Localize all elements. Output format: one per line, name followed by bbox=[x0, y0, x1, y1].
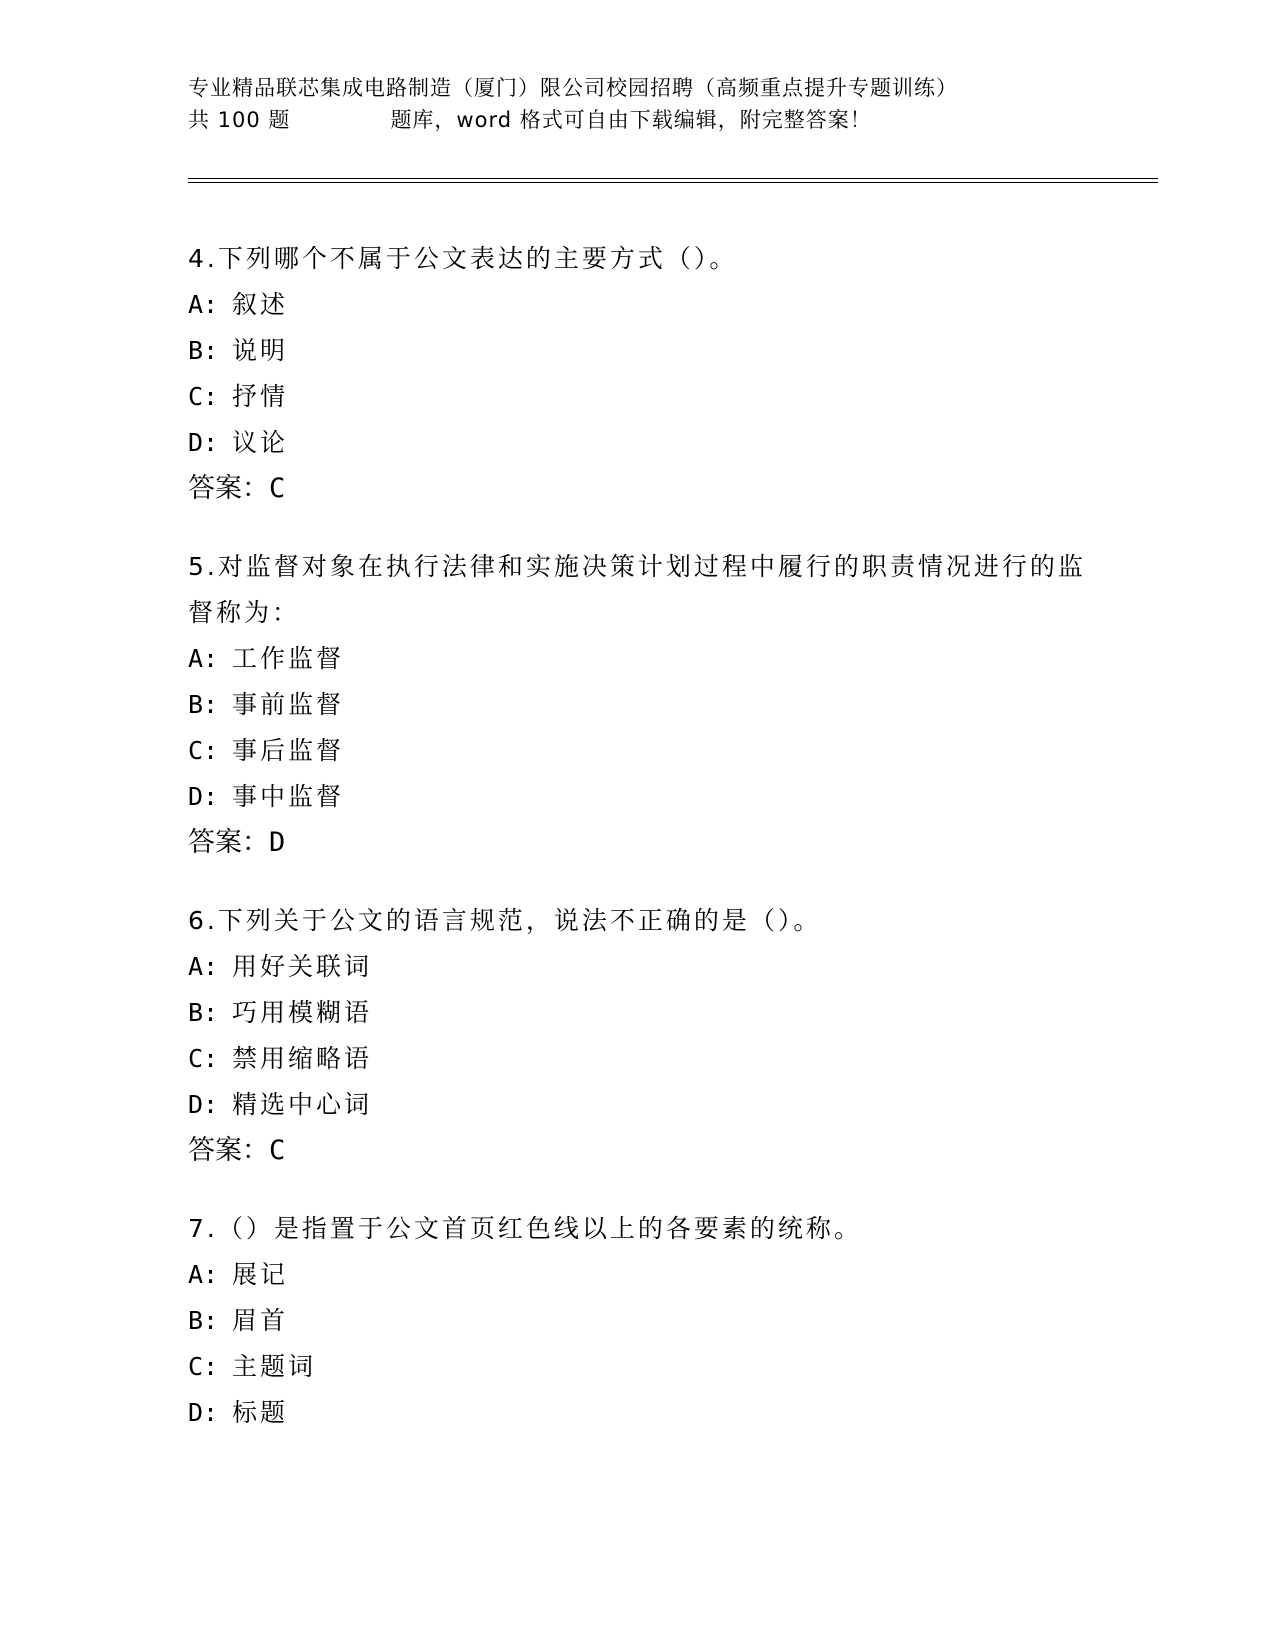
answer-label: 答案： bbox=[188, 473, 269, 504]
option-letter: A: bbox=[188, 1260, 219, 1289]
option-letter: B: bbox=[188, 336, 219, 365]
option-letter: D: bbox=[188, 1090, 219, 1119]
header-title-line: 专业精品联芯集成电路制造（厦门）限公司校园招聘（高频重点提升专题训练） bbox=[188, 76, 958, 100]
option-c bbox=[188, 1036, 1088, 1082]
answer-value: C bbox=[269, 473, 286, 504]
option-b bbox=[188, 1298, 1088, 1344]
option-letter: A: bbox=[188, 644, 219, 673]
option-a bbox=[188, 282, 1088, 328]
option-b bbox=[188, 328, 1088, 374]
option-letter: C: bbox=[188, 1352, 219, 1381]
option-text: 叙述 bbox=[232, 290, 289, 319]
option-c bbox=[188, 374, 1088, 420]
option-text: 禁用缩略语 bbox=[232, 1044, 373, 1073]
option-letter: A: bbox=[188, 952, 219, 981]
option-text: 抒情 bbox=[232, 382, 289, 411]
document-header bbox=[188, 72, 1148, 136]
option-text: 工作监督 bbox=[232, 644, 345, 673]
option-text: 标题 bbox=[232, 1398, 289, 1427]
question-item bbox=[188, 236, 1088, 512]
answer-value: D bbox=[269, 827, 286, 858]
option-letter: B: bbox=[188, 998, 219, 1027]
header-divider-bottom bbox=[188, 182, 1158, 183]
option-d bbox=[188, 774, 1088, 820]
option-letter: D: bbox=[188, 1398, 219, 1427]
option-d bbox=[188, 1390, 1088, 1436]
option-a bbox=[188, 1252, 1088, 1298]
option-letter: C: bbox=[188, 1044, 219, 1073]
answer-line bbox=[188, 820, 1088, 866]
answer-label: 答案： bbox=[188, 827, 269, 858]
header-divider-top bbox=[188, 178, 1158, 179]
question-list bbox=[188, 236, 1088, 1468]
option-letter: D: bbox=[188, 782, 219, 811]
question-item bbox=[188, 898, 1088, 1174]
option-letter: C: bbox=[188, 382, 219, 411]
header-subtitle-line bbox=[188, 104, 1148, 136]
option-c bbox=[188, 1344, 1088, 1390]
question-stem: 4.下列哪个不属于公文表达的主要方式（）。 bbox=[188, 244, 738, 273]
question-stem: 7.（）是指置于公文首页红色线以上的各要素的统称。 bbox=[188, 1214, 862, 1243]
option-text: 事前监督 bbox=[232, 690, 345, 719]
option-text: 事后监督 bbox=[232, 736, 345, 765]
option-text: 精选中心词 bbox=[232, 1090, 373, 1119]
option-letter: B: bbox=[188, 1306, 219, 1335]
answer-line bbox=[188, 466, 1088, 512]
question-stem: 5.对监督对象在执行法律和实施决策计划过程中履行的职责情况进行的监督称为： bbox=[188, 552, 1086, 627]
header-question-count: 共 100 题 bbox=[188, 108, 291, 132]
question-stem: 6.下列关于公文的语言规范，说法不正确的是（）。 bbox=[188, 906, 822, 935]
option-text: 用好关联词 bbox=[232, 952, 373, 981]
question-item bbox=[188, 1206, 1088, 1436]
option-letter: C: bbox=[188, 736, 219, 765]
option-letter: B: bbox=[188, 690, 219, 719]
option-text: 主题词 bbox=[232, 1352, 317, 1381]
option-b bbox=[188, 682, 1088, 728]
option-text: 眉首 bbox=[232, 1306, 289, 1335]
option-text: 议论 bbox=[232, 428, 289, 457]
option-text: 说明 bbox=[232, 336, 289, 365]
option-letter: A: bbox=[188, 290, 219, 319]
option-text: 巧用模糊语 bbox=[232, 998, 373, 1027]
answer-label: 答案： bbox=[188, 1135, 269, 1166]
option-b bbox=[188, 990, 1088, 1036]
option-a bbox=[188, 636, 1088, 682]
header-description: 题库，word 格式可自由下载编辑，附完整答案！ bbox=[390, 108, 872, 132]
option-d bbox=[188, 420, 1088, 466]
answer-value: C bbox=[269, 1135, 286, 1166]
question-item bbox=[188, 544, 1088, 866]
option-c bbox=[188, 728, 1088, 774]
option-text: 展记 bbox=[232, 1260, 289, 1289]
option-a bbox=[188, 944, 1088, 990]
option-letter: D: bbox=[188, 428, 219, 457]
option-d bbox=[188, 1082, 1088, 1128]
option-text: 事中监督 bbox=[232, 782, 345, 811]
answer-line bbox=[188, 1128, 1088, 1174]
